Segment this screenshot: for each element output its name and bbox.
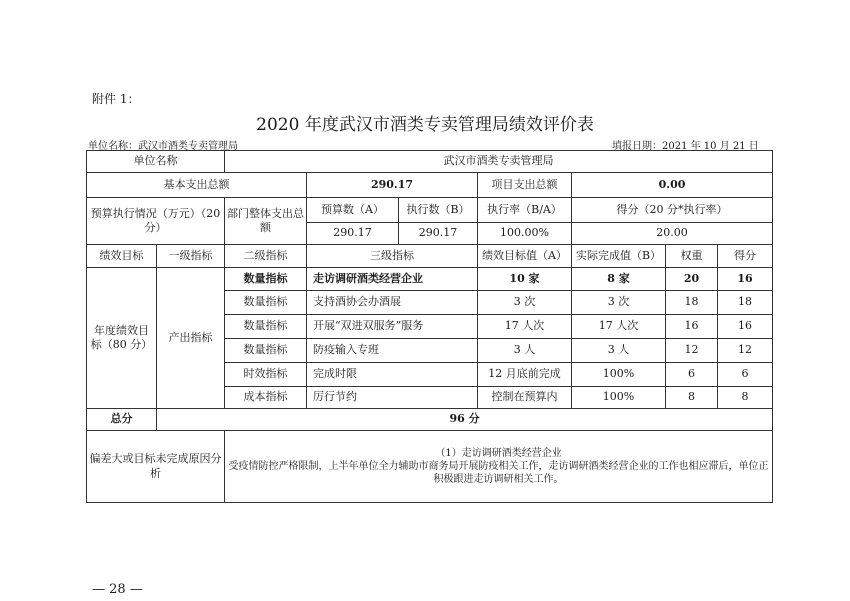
project-expense-label: 项目支出总额 [478, 173, 572, 198]
budget-score-header: 得分（20 分*执行率） [572, 198, 773, 223]
level2-indicator: 数量指标 [225, 315, 307, 339]
actual-value: 100% [572, 363, 666, 387]
total-value: 96 分 [157, 409, 773, 431]
unit-name-header: 单位名称 [87, 151, 225, 173]
budget-amount-value: 290.17 [307, 223, 399, 245]
level3-indicator: 厉行节约 [307, 387, 478, 409]
target-value: 3 人 [478, 339, 572, 363]
target-value: 17 人次 [478, 315, 572, 339]
actual-value: 8 家 [572, 268, 666, 291]
page-number: — 28 — [92, 582, 143, 597]
score-value: 18 [718, 291, 773, 315]
project-expense-value: 0.00 [572, 173, 773, 198]
weight-value: 6 [666, 363, 718, 387]
budget-execution-label: 预算执行情况（万元）（20 分） [87, 198, 225, 245]
attachment-label: 附件 1： [92, 92, 140, 106]
actual-value: 3 次 [572, 291, 666, 315]
indicator-header-row [87, 245, 773, 268]
level3-indicator: 开展“双进双服务”服务 [307, 315, 478, 339]
score-value: 6 [718, 363, 773, 387]
analysis-content [225, 431, 773, 503]
level2-indicator: 数量指标 [225, 268, 307, 291]
score-value: 16 [718, 268, 773, 291]
score-value: 12 [718, 339, 773, 363]
target-value: 12 月底前完成 [478, 363, 572, 387]
total-label: 总分 [87, 409, 157, 431]
annual-goal-label: 年度绩效目标（80 分） [87, 268, 157, 409]
budget-score-value: 20.00 [572, 223, 773, 245]
column-header: 权重 [666, 245, 718, 268]
weight-value: 16 [666, 315, 718, 339]
level3-indicator: 支持酒协会办酒展 [307, 291, 478, 315]
weight-value: 8 [666, 387, 718, 409]
level3-indicator: 防疫输入专班 [307, 339, 478, 363]
total-row [87, 409, 773, 431]
column-header: 实际完成值（B） [572, 245, 666, 268]
fill-date-label: 填报日期：2021 年 10 月 21 日 [612, 141, 759, 152]
executed-amount-header: 执行数（B） [399, 198, 478, 223]
level3-indicator: 走访调研酒类经营企业 [307, 268, 478, 291]
score-value: 8 [718, 387, 773, 409]
column-header: 二级指标 [225, 245, 307, 268]
unit-name-value: 武汉市酒类专卖管理局 [225, 151, 773, 173]
analysis-label: 偏差大或目标未完成原因分析 [87, 431, 225, 503]
target-value: 10 家 [478, 268, 572, 291]
page-title: 2020 年度武汉市酒类专卖管理局绩效评价表 [256, 115, 594, 135]
dept-total-label: 部门整体支出总额 [225, 198, 307, 245]
actual-value: 100% [572, 387, 666, 409]
weight-value: 12 [666, 339, 718, 363]
basic-expense-label: 基本支出总额 [87, 173, 307, 198]
level2-indicator: 成本指标 [225, 387, 307, 409]
level2-indicator: 数量指标 [225, 339, 307, 363]
weight-value: 18 [666, 291, 718, 315]
analysis-row [87, 431, 773, 503]
column-header: 绩效目标 [87, 245, 157, 268]
level2-indicator: 时效指标 [225, 363, 307, 387]
execution-rate-value: 100.00% [478, 223, 572, 245]
basic-expense-value: 290.17 [307, 173, 478, 198]
level2-indicator: 数量指标 [225, 291, 307, 315]
execution-rate-header: 执行率（B/A） [478, 198, 572, 223]
executed-amount-value: 290.17 [399, 223, 478, 245]
actual-value: 3 人 [572, 339, 666, 363]
budget-amount-header: 预算数（A） [307, 198, 399, 223]
column-header: 三级指标 [307, 245, 478, 268]
analysis-heading: （1）走访调研酒类经营企业 [435, 448, 562, 459]
basic-expense-row [87, 173, 773, 198]
level3-indicator: 完成时限 [307, 363, 478, 387]
column-header: 绩效目标值（A） [478, 245, 572, 268]
level1-indicator-label: 产出指标 [157, 268, 225, 409]
unit-row [87, 151, 773, 173]
target-value: 3 次 [478, 291, 572, 315]
table-row [87, 268, 773, 291]
column-header: 得分 [718, 245, 773, 268]
budget-header-row [87, 198, 773, 223]
actual-value: 17 人次 [572, 315, 666, 339]
evaluation-table [86, 150, 773, 503]
weight-value: 20 [666, 268, 718, 291]
target-value: 控制在预算内 [478, 387, 572, 409]
column-header: 一级指标 [157, 245, 225, 268]
unit-name-label: 单位名称：武汉市酒类专卖管理局 [88, 141, 238, 152]
score-value: 16 [718, 315, 773, 339]
analysis-text: 受疫情防控严格限制，上半年单位全力辅助市商务局开展防疫相关工作，走访调研酒类经营企业的工作也相应滞后，单位正积极跟进走访调研相关工作。 [228, 461, 769, 485]
